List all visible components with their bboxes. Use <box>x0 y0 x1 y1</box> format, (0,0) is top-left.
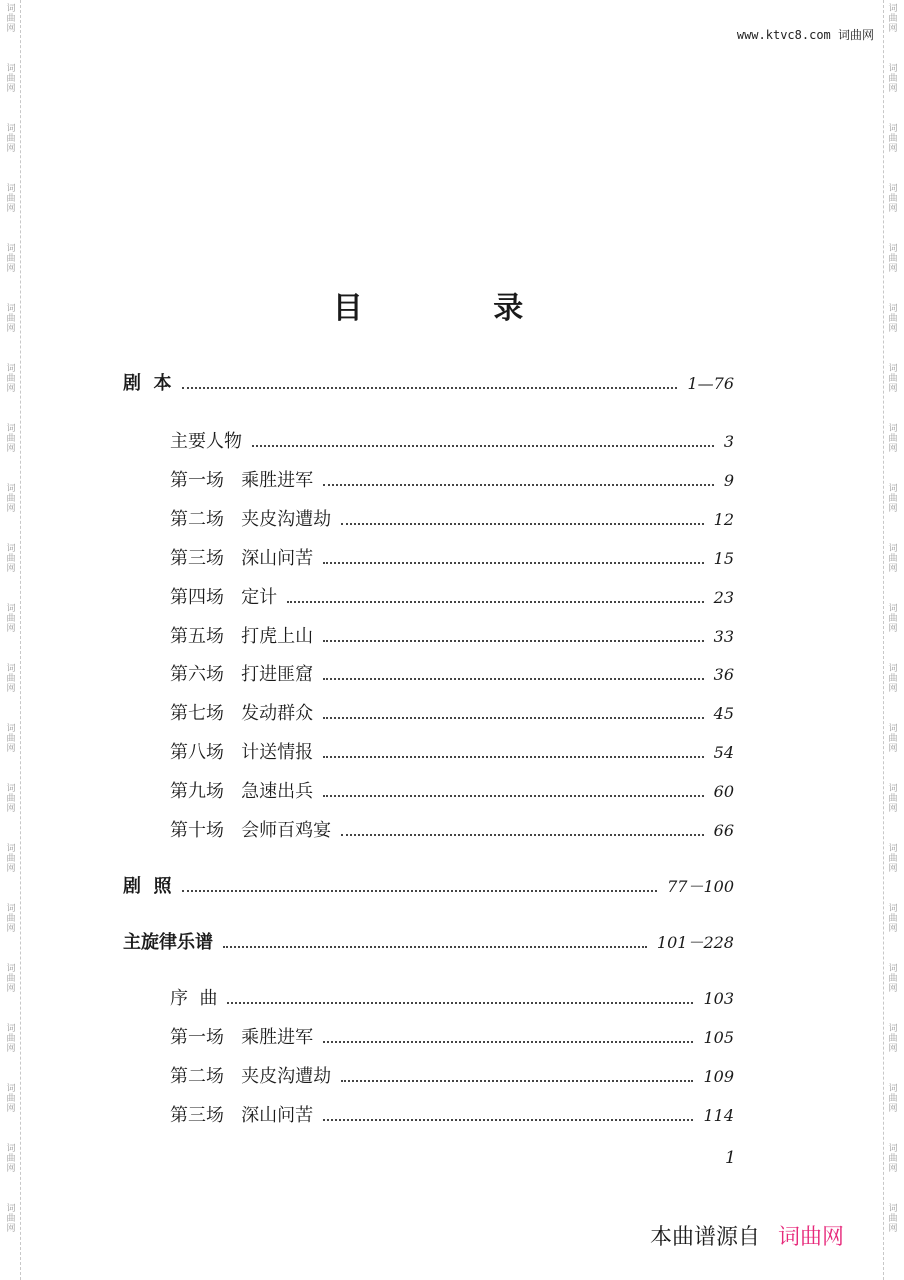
toc-leader-dots <box>323 795 703 797</box>
watermark-mark: 词曲网 <box>888 1024 898 1054</box>
toc-entry-page: 3 <box>723 432 734 451</box>
toc-entry-page: 9 <box>723 470 734 490</box>
toc-leader-dots <box>341 1080 693 1082</box>
toc-entry-page: 66 <box>713 821 734 840</box>
toc-section-row <box>123 873 734 901</box>
toc-entry-page: 109 <box>703 1066 734 1086</box>
toc-leader-dots <box>182 387 678 389</box>
toc-entry-row <box>170 661 734 689</box>
watermark-mark: 词曲网 <box>888 64 898 94</box>
toc-entry-page: 12 <box>713 509 734 529</box>
toc-leader-dots <box>323 1119 693 1121</box>
header-url: www.ktvc8.com 词曲网 <box>736 28 874 42</box>
toc-entry-row <box>170 700 734 728</box>
watermark-mark: 词曲网 <box>6 4 16 34</box>
toc-entry-label: 第一场 乘胜进军 <box>170 469 314 491</box>
toc-entry-row <box>170 428 734 456</box>
toc-entry-label: 第八场 计送情报 <box>170 742 314 764</box>
toc-leader-dots <box>323 640 703 642</box>
watermark-mark: 词曲网 <box>888 724 898 754</box>
watermark-mark: 词曲网 <box>6 64 16 94</box>
toc-entry-row <box>170 467 734 495</box>
watermark-mark: 词曲网 <box>888 844 898 874</box>
toc-entry-label: 第六场 打进匪窟 <box>170 664 314 686</box>
source-note-prefix: 本曲谱源自 <box>650 1225 761 1250</box>
page-title: 目 录 <box>332 291 584 326</box>
watermark-mark: 词曲网 <box>6 244 16 274</box>
toc-entry-row <box>170 985 734 1013</box>
toc-entry-page: 33 <box>713 626 734 646</box>
toc-leader-dots <box>323 484 714 486</box>
watermark-mark: 词曲网 <box>888 604 898 634</box>
watermark-mark: 词曲网 <box>888 664 898 694</box>
toc-entry-label: 第四场 定计 <box>170 586 278 608</box>
watermark-mark: 词曲网 <box>6 184 16 214</box>
toc-section-page: 1—76 <box>687 374 734 393</box>
watermark-mark: 词曲网 <box>888 784 898 814</box>
watermark-mark: 词曲网 <box>888 904 898 934</box>
toc-leader-dots <box>323 717 703 719</box>
toc-entry-page: 60 <box>713 782 734 802</box>
toc-entry-row <box>170 778 734 806</box>
toc-entry-row <box>170 1102 734 1130</box>
toc-leader-dots <box>227 1002 693 1004</box>
toc-entry-label: 主要人物 <box>170 431 242 452</box>
source-note <box>650 1220 844 1251</box>
right-watermark-strip <box>883 0 902 1280</box>
toc-entry-label: 序 曲 <box>170 988 218 1009</box>
toc-leader-dots <box>341 834 703 836</box>
toc-leader-dots <box>323 1041 693 1043</box>
toc-leader-dots <box>287 601 703 603</box>
toc-section-row <box>123 370 734 398</box>
toc-entry-page: 54 <box>713 743 734 763</box>
toc-entry-page: 15 <box>713 548 734 568</box>
watermark-mark: 词曲网 <box>6 724 16 754</box>
toc-leader-dots <box>223 946 647 948</box>
toc-entry-label: 第二场 夹皮沟遭劫 <box>170 508 332 530</box>
toc-entry-row <box>170 739 734 767</box>
toc-entry-row <box>170 817 734 845</box>
watermark-mark: 词曲网 <box>888 964 898 994</box>
toc-section-page: 77－100 <box>667 877 734 896</box>
watermark-mark: 词曲网 <box>6 844 16 874</box>
toc-entry-label: 第五场 打虎上山 <box>170 625 314 647</box>
watermark-mark: 词曲网 <box>6 124 16 154</box>
toc-entry-page: 105 <box>703 1027 734 1047</box>
watermark-mark: 词曲网 <box>6 964 16 994</box>
toc-entry-label: 第十场 会师百鸡宴 <box>170 820 332 841</box>
toc-entry-page: 45 <box>713 704 734 724</box>
watermark-mark: 词曲网 <box>888 244 898 274</box>
toc-leader-dots <box>323 678 703 680</box>
toc-entry-page: 23 <box>713 587 734 607</box>
watermark-mark: 词曲网 <box>6 604 16 634</box>
source-note-brand: 词曲网 <box>778 1225 845 1250</box>
watermark-mark: 词曲网 <box>888 184 898 214</box>
toc-entry-label: 第二场 夹皮沟遭劫 <box>170 1065 332 1087</box>
watermark-mark: 词曲网 <box>6 364 16 394</box>
watermark-mark: 词曲网 <box>6 904 16 934</box>
left-watermark-strip <box>2 0 21 1280</box>
toc-leader-dots <box>182 890 658 892</box>
watermark-mark: 词曲网 <box>888 4 898 34</box>
watermark-mark: 词曲网 <box>888 1144 898 1174</box>
toc-entry-row <box>170 545 734 573</box>
watermark-mark: 词曲网 <box>888 304 898 334</box>
watermark-mark: 词曲网 <box>6 1084 16 1114</box>
page-number: 1 <box>725 1148 736 1168</box>
watermark-mark: 词曲网 <box>6 664 16 694</box>
watermark-mark: 词曲网 <box>888 424 898 454</box>
watermark-mark: 词曲网 <box>888 544 898 574</box>
watermark-mark: 词曲网 <box>6 304 16 334</box>
toc-entry-label: 第一场 乘胜进军 <box>170 1026 314 1048</box>
watermark-mark: 词曲网 <box>6 424 16 454</box>
watermark-mark: 词曲网 <box>6 1024 16 1054</box>
watermark-mark: 词曲网 <box>6 484 16 514</box>
toc-section-page: 101－228 <box>656 933 734 952</box>
toc-section-row <box>123 929 734 957</box>
toc-entry-page: 114 <box>703 1105 734 1125</box>
watermark-mark: 词曲网 <box>6 784 16 814</box>
watermark-mark: 词曲网 <box>888 484 898 514</box>
toc-entry-label: 第三场 深山问苦 <box>170 1104 314 1126</box>
toc-entry-row <box>170 506 734 534</box>
watermark-mark: 词曲网 <box>6 544 16 574</box>
toc-entry-label: 第九场 急速出兵 <box>170 781 314 803</box>
toc-entry-row <box>170 623 734 651</box>
toc-section-label: 剧 本 <box>123 373 172 394</box>
toc-section-label: 剧 照 <box>123 876 172 897</box>
toc-section-label: 主旋律乐谱 <box>123 932 213 953</box>
watermark-mark: 词曲网 <box>6 1144 16 1174</box>
toc-entry-row <box>170 1063 734 1091</box>
watermark-mark: 词曲网 <box>888 364 898 394</box>
watermark-mark: 词曲网 <box>888 1084 898 1114</box>
toc-entry-page: 36 <box>713 665 734 685</box>
watermark-mark: 词曲网 <box>6 1204 16 1234</box>
toc-entry-page: 103 <box>703 989 734 1008</box>
toc-entry-row <box>170 1024 734 1052</box>
watermark-mark: 词曲网 <box>888 1204 898 1234</box>
watermark-mark: 词曲网 <box>888 124 898 154</box>
toc-leader-dots <box>252 445 714 447</box>
toc-entry-label: 第七场 发动群众 <box>170 703 314 725</box>
toc-leader-dots <box>323 562 703 564</box>
toc-entry-label: 第三场 深山问苦 <box>170 547 314 569</box>
toc-leader-dots <box>323 756 703 758</box>
toc-entry-row <box>170 584 734 612</box>
toc-leader-dots <box>341 523 703 525</box>
